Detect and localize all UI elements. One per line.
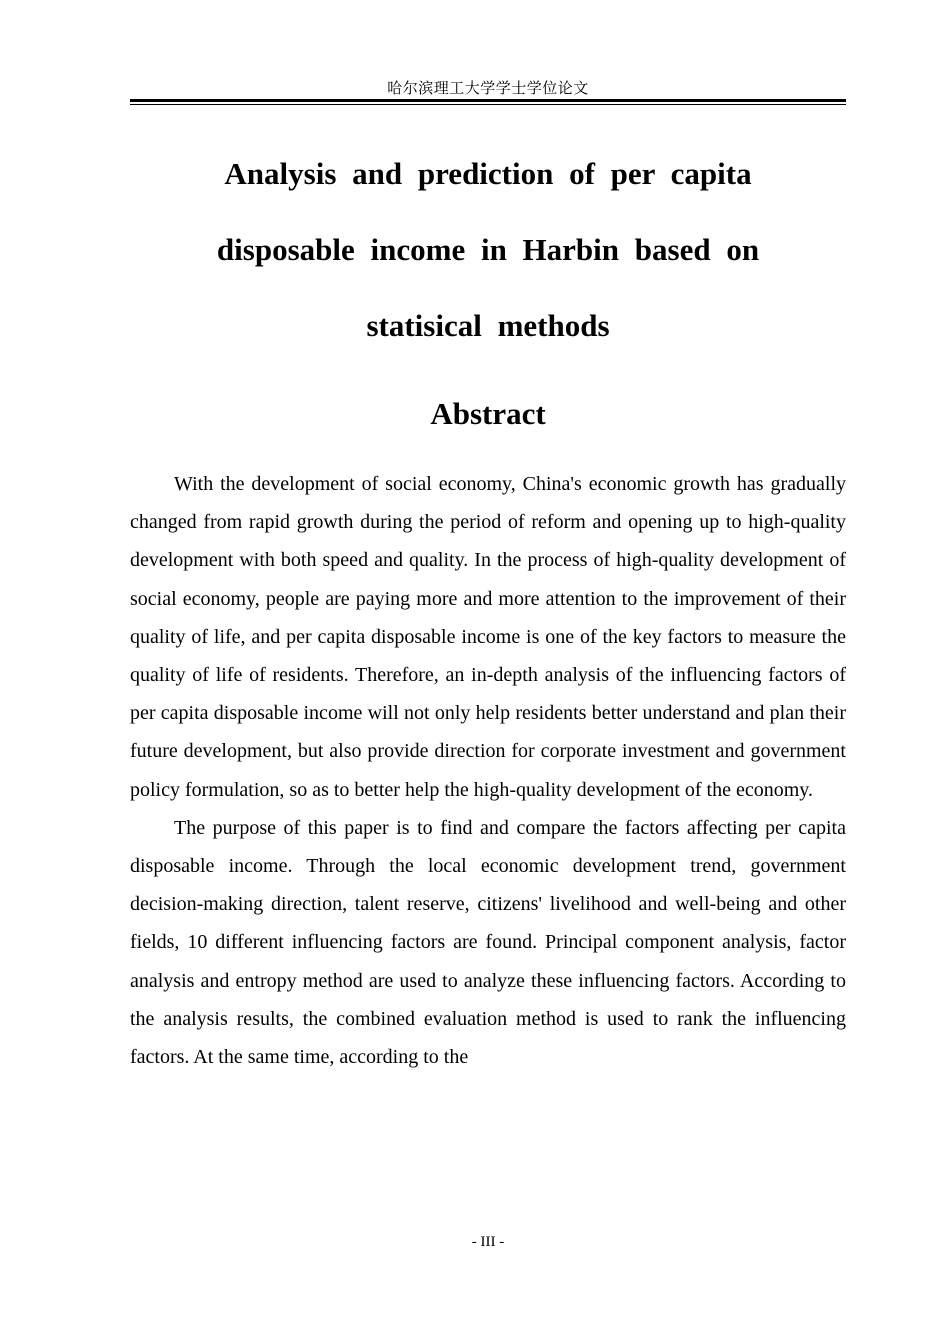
abstract-paragraph-2: The purpose of this paper is to find and compare the factors affecting per capita disposable income. Through the local economic development trend, government decision-making direction, talent reserve, citizens' livelihood and well-being and other fields, 10 different influencing factors are found. Principal component analysis, factor analysis and entropy method are used to analyze these influencing factors. According to the analysis results, the combined evaluation method is used to rank the influencing factors. At the same time, according to the [130, 816, 846, 1069]
paper-title: Analysis and prediction of per capita disposable income in Harbin based on statisical methods [216, 156, 760, 343]
header-rule-thin [130, 104, 846, 105]
abstract-body [130, 465, 846, 1076]
abstract-paragraph-1: With the development of social economy, China's economic growth has gradually changed from rapid growth during the period of reform and opening up to high-quality development with both speed and quality. In the process of high-quality development of social economy, people are paying more and more attention to the improvement of their quality of life, and per capita disposable income is one of the key factors to measure the quality of life of residents. Therefore, an in-depth analysis of the influencing factors of per capita disposable income will not only help residents better understand and plan their future development, but also provide direction for corporate investment and government policy formulation, so as to better help the high-quality development of the economy. [130, 473, 846, 801]
header-rule-thick [130, 99, 846, 102]
abstract-heading: Abstract [430, 396, 546, 431]
running-header: 哈尔滨理工大学学士学位论文 [387, 79, 589, 97]
page-number: - III - [471, 1234, 505, 1250]
